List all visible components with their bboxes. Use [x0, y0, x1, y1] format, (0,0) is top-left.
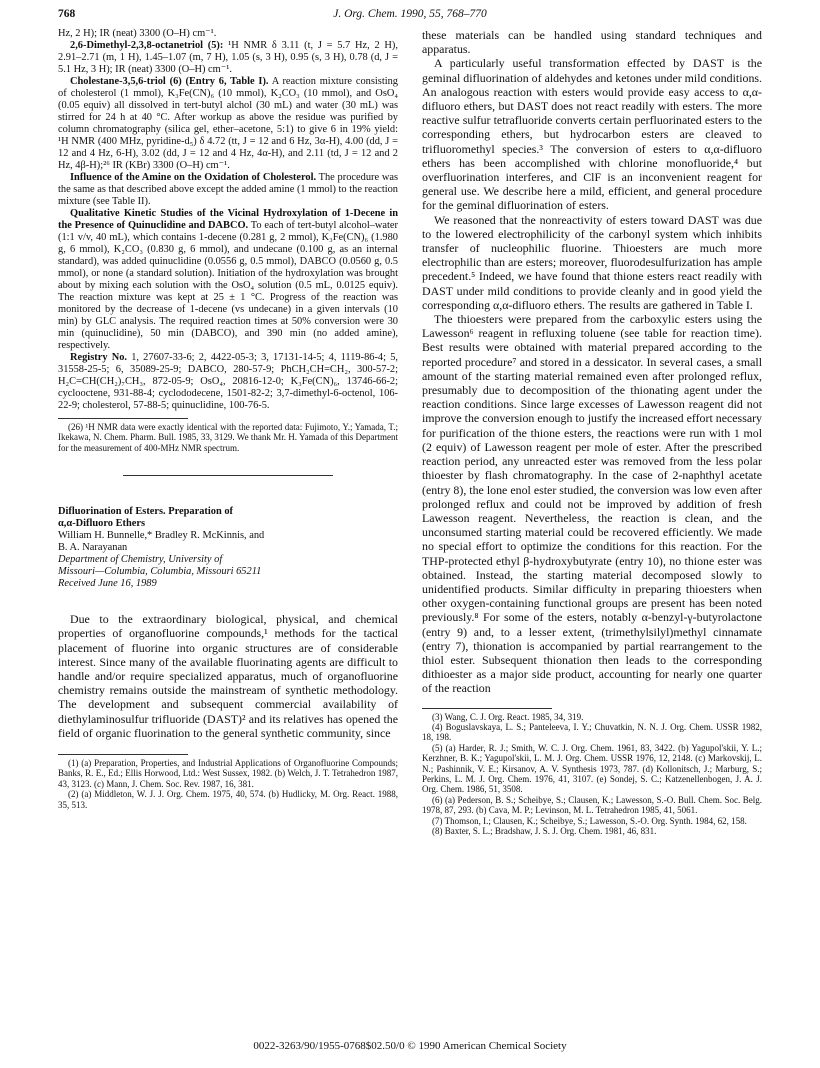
footnote: (2) (a) Middleton, W. J. J. Org. Chem. 1975, 40, 574. (b) Hudlicky, M. Org. React. 1988, 35, 513. [58, 789, 398, 810]
paragraph: 2,6-Dimethyl-2,3,8-octanetriol (5): ¹H NMR δ 3.11 (t, J = 5.7 Hz, 2 H), 2.91–2.71 (m, 1 H), 1.45–1.07 (m, 7 H), 1.05 (s, 3 H), 0.95 (s, 3 H), 0.78 (d, J = 5.1 Hz, 3 H); IR (neat) 3300 (O–H) cm⁻¹. [58, 40, 398, 75]
footnote: (5) (a) Harder, R. J.; Smith, W. C. J. Org. Chem. 1961, 83, 3422. (b) Yagupol'skii, Y. L.; Kerzhner, B. K.; Yagupol'skii, L. M. J. Org. Chem. USSR 1976, 12, 2148. (c) Markovskij, L. N.; Pashinnik, V. E.; Kirsanov, A. V. Synthesis 1973, 787. (d) Kollonitsch, J.; Marburg, S.; Perkins, L. M. J. Org. Chem. 1976, 41, 3107. (e) Sondej, S. C.; Katzenellenbogen, J. A. J. Org. Chem. 1986, 51, 3508. [422, 742, 762, 795]
footnote: (1) (a) Preparation, Properties, and Industrial Applications of Organofluorine Compounds; Banks, R. E., Ed.; Ellis Horwood, Ltd.: West Sussex, 1982. (b) Welch, J. T. Tetrahedron 1987, 43, 3123. (c) Mann, J. Chem. Soc. Rev. 1987, 16, 381. [58, 758, 398, 789]
right-column [422, 28, 762, 836]
footnote: (3) Wang, C. J. Org. React. 1985, 34, 319. [432, 711, 584, 722]
footnote: (26) ¹H NMR data were exactly identical with the reported data: Fujimoto, Y.; Yamada, T.; Ikekawa, N. Chem. Pharm. Bull. 1985, 33, 3129. We thank Mr. H. Yamada of this Department for the measurement of 400-MHz NMR spectrum. [58, 422, 398, 453]
footnote: (4) Boguslavskaya, L. S.; Panteleeva, I. Y.; Chuvatkin, N. N. J. Org. Chem. USSR 1982, 18, 198. [422, 721, 762, 743]
paragraph: Qualitative Kinetic Studies of the Vicinal Hydroxylation of 1-Decene in the Presence of Quinuclidine and DABCO. To each of tert-butyl alcohol–water (1:1 v/v, 40 mL), which contains 1-decene (0.281 g, 2 mmol), K₃Fe(CN)₆ (1.980 g, 6 mmol), K₂CO₃ (0.830 g, 6 mmol), and undecane (0.100 g, as an internal standard), was added quinuclidine (0.0556 g, 0.5 mmol), DABCO (0.0560 g, 0.5 mmol), or none (a standard solution). Initiation of the hydroxylation was brought about by mixing each solution with the OsO₄ solution (0.5 mL, 0.0125 equiv). The reaction mixture was kept at 25 ± 1 °C. Progress of the reaction was monitored by the decrease of 1-decene (vs undecane) in a given intervals (10 min) by GLC analysis. The required reaction times at 50% conversion were 30 min (quinuclidine), 50 min (DABCO), and 390 min (no added amine), respectively. [58, 208, 398, 351]
footnote-divider [422, 708, 552, 709]
paragraph: Hz, 2 H); IR (neat) 3300 (O–H) cm⁻¹. [58, 28, 217, 39]
journal-citation: J. Org. Chem. 1990, 55, 768–770 [333, 8, 487, 20]
footnote: (6) (a) Pederson, B. S.; Scheibye, S.; Clausen, K.; Lawesson, S.-O. Bull. Chem. Soc. Belg. 1978, 87, 293. (b) Cava, M. P.; Levinson, M. L. Tetrahedron 1985, 41, 5061. [422, 794, 762, 816]
left-column [58, 28, 398, 810]
article-authors: William H. Bunnelle,* Bradley R. McKinnis, and B. A. Narayanan [58, 530, 265, 554]
article-heading [58, 506, 398, 590]
copyright-footer: 0022-3263/90/1955-0768$02.50/0 © 1990 American Chemical Society [253, 1040, 567, 1052]
article-body [422, 28, 762, 696]
experimental-section [58, 28, 398, 412]
paragraph: Influence of the Amine on the Oxidation of Cholesterol. The procedure was the same as that described above except the added amine (1 mmol) to the reaction mixture (see Table II). [58, 172, 398, 207]
paragraph: Due to the extraordinary biological, physical, and chemical properties of organofluorine compounds,¹ methods for the tactical placement of fluorine into organic structures are of considerable interest. Since many of the available fluorinating agents are difficult to handle and/or require specialized apparatus, much of organofluorine chemistry remains outside the mainstream of synthetic methodology. The development and subsequent commercial availability of diethylaminosulfur trifluoride (DAST)² and its relatives has opened the field of organic fluorination to the general synthetic community, since [58, 612, 398, 740]
footnote-divider [58, 418, 188, 419]
article-affiliation: Department of Chemistry, University of Missouri—Columbia, Columbia, Missouri 65211 [58, 554, 262, 578]
footnotes [58, 758, 398, 810]
paragraph: We reasoned that the nonreactivity of esters toward DAST was due to the lowered electrophilicity of the carbonyl system which inhibits transfer of nucleophilic fluorine. Thioesters are much more electrophilic than are esters; moreover, fluorodesulfurization has ample precedent.⁵ Indeed, we have found that thione esters react readily with DAST under mild conditions to provide cleanly and in good yield the corresponding α,α-difluoro ethers. The results are gathered in Table I. [422, 212, 762, 312]
received-date: Received June 16, 1989 [58, 578, 157, 590]
footnote-divider [58, 754, 188, 755]
paragraph: A particularly useful transformation effected by DAST is the geminal difluorination of aldehydes and ketones under mild conditions. An analogous reaction with esters would provide easy access to α,α-difluoro ethers, but DAST does not react readily with esters. The more reactive sulfur tetrafluoride converts certain perfluorinated esters to the corresponding ethers, but hydrocarbon esters are cleaved to trifluoromethyl species.³ The conversion of esters to α,α-difluoro ethers has been accomplished with chlorine monofluoride,⁴ but overfluorination interferes, and ClF is an inconvenient reagent for general use. We describe here a mild, efficient, and general procedure for the geminal difluorination of esters. [422, 56, 762, 213]
article-body [58, 612, 398, 740]
paragraph: The thioesters were prepared from the carboxylic esters using the Lawesson⁶ reagent in refluxing toluene (see table for reaction time). Best results were obtained with material prepared according to the reported procedure⁷ and stored in a dessicator. In several cases, a small amount of the starting material remained even after prolonged reflux, presumably due to decomposition of the thionating agent under the reaction conditions. Since large excesses of Lawesson reagent did not improve the conversion enough to justify the increased effort necessary for purification of the thione esters, the reactions were run with 1 mol (2 equiv) of Lawesson reagent per mole of ester. After the prescribed reaction period, any unreacted ester was removed from the less polar thioester by flash chromatography. In the case of 2-naphthyl acetate (entry 8), the lone enol ester studied, the conversion was low even after prolonged reflux and could not be improved by addition of fresh Lawesson reagent. Nevertheless, the reaction is clean, and the unconsumed starting material could be recovered efficiently. We made no special effort to optimize the conditions for this reaction. For the THP-protected ethyl β-hydroxybutyrate (entry 10), no thione ester was obtained. Instead, the starting material decomposed slowly to unidentified products. Similar difficulty in preparing thioesters when other oxygen-containing functional groups are present has been noted previously.⁸ For some of the esters, notably α-benzyl-γ-butyrolactone (entry 9) and, to a lesser extent, (trimethylsilyl)methyl cinnamate (entry 7), thionation is accompanied by partial rearrangement to the thiol ester. Subsequent thionation then leads to the corresponding dithioester as a major side product, accounting for nearly one quarter of the reaction [422, 312, 762, 696]
page-header [58, 8, 762, 22]
article-title: Difluorination of Esters. Preparation of α,α-Difluoro Ethers [58, 506, 233, 530]
paragraph: these materials can be handled using standard techniques and apparatus. [422, 28, 762, 57]
registry-numbers: Registry No. 1, 27607-33-6; 2, 4422-05-3; 3, 17131-14-5; 4, 1119-86-4; 5, 31558-25-5; 6, 35089-25-9; DABCO, 280-57-9; PhCH₂CH=CH₂, 300-57-2; H₂C=CH(CH₂)₇CH₃, 872-05-9; OsO₄, 20816-12-0; K₃Fe(CN)₆, 13746-66-2; cyclooctene, 931-88-4; cyclododecene, 1501-82-2; 3,7-dimethyl-6-octenol, 106-22-9; cholesterol, 57-88-5; quinuclidine, 100-76-5. [58, 352, 398, 411]
footnote: (8) Baxter, S. L.; Bradshaw, J. S. J. Org. Chem. 1981, 46, 831. [432, 826, 657, 837]
footnote: (7) Thomson, I.; Clausen, K.; Scheibye, S.; Lawesson, S.-O. Org. Synth. 1984, 62, 158. [432, 815, 747, 826]
footnotes [58, 422, 398, 453]
page-number: 768 [58, 8, 76, 20]
article-divider [123, 475, 333, 476]
footnotes [422, 712, 762, 837]
paragraph: Cholestane-3,5,6-triol (6) (Entry 6, Table I). A reaction mixture consisting of cholesterol (1 mmol), K₃Fe(CN)₆ (10 mmol), K₂CO₃ (10 mmol), and OsO₄ (0.05 equiv) all dissolved in tert-butyl alchol (30 mL) and water (30 mL) was stirred for 24 h at 40 °C. After workup as above the residue was purified by column chromatography (silica gel, ether–acetone, 5:1) to give 6 in 19% yield: ¹H NMR (400 MHz, pyridine-d₅) δ 4.72 (tt, J = 12 and 6 Hz, 3α-H), 4.00 (dd, J = 12 and 4 Hz, 6-H), 3.02 (dd, J = 12 and 4 Hz, 4α-H), and 2.11 (td, J = 12 and 2 Hz, 4β-H);²⁶ IR (KBr) 3300 (O–H) cm⁻¹. [58, 76, 398, 171]
